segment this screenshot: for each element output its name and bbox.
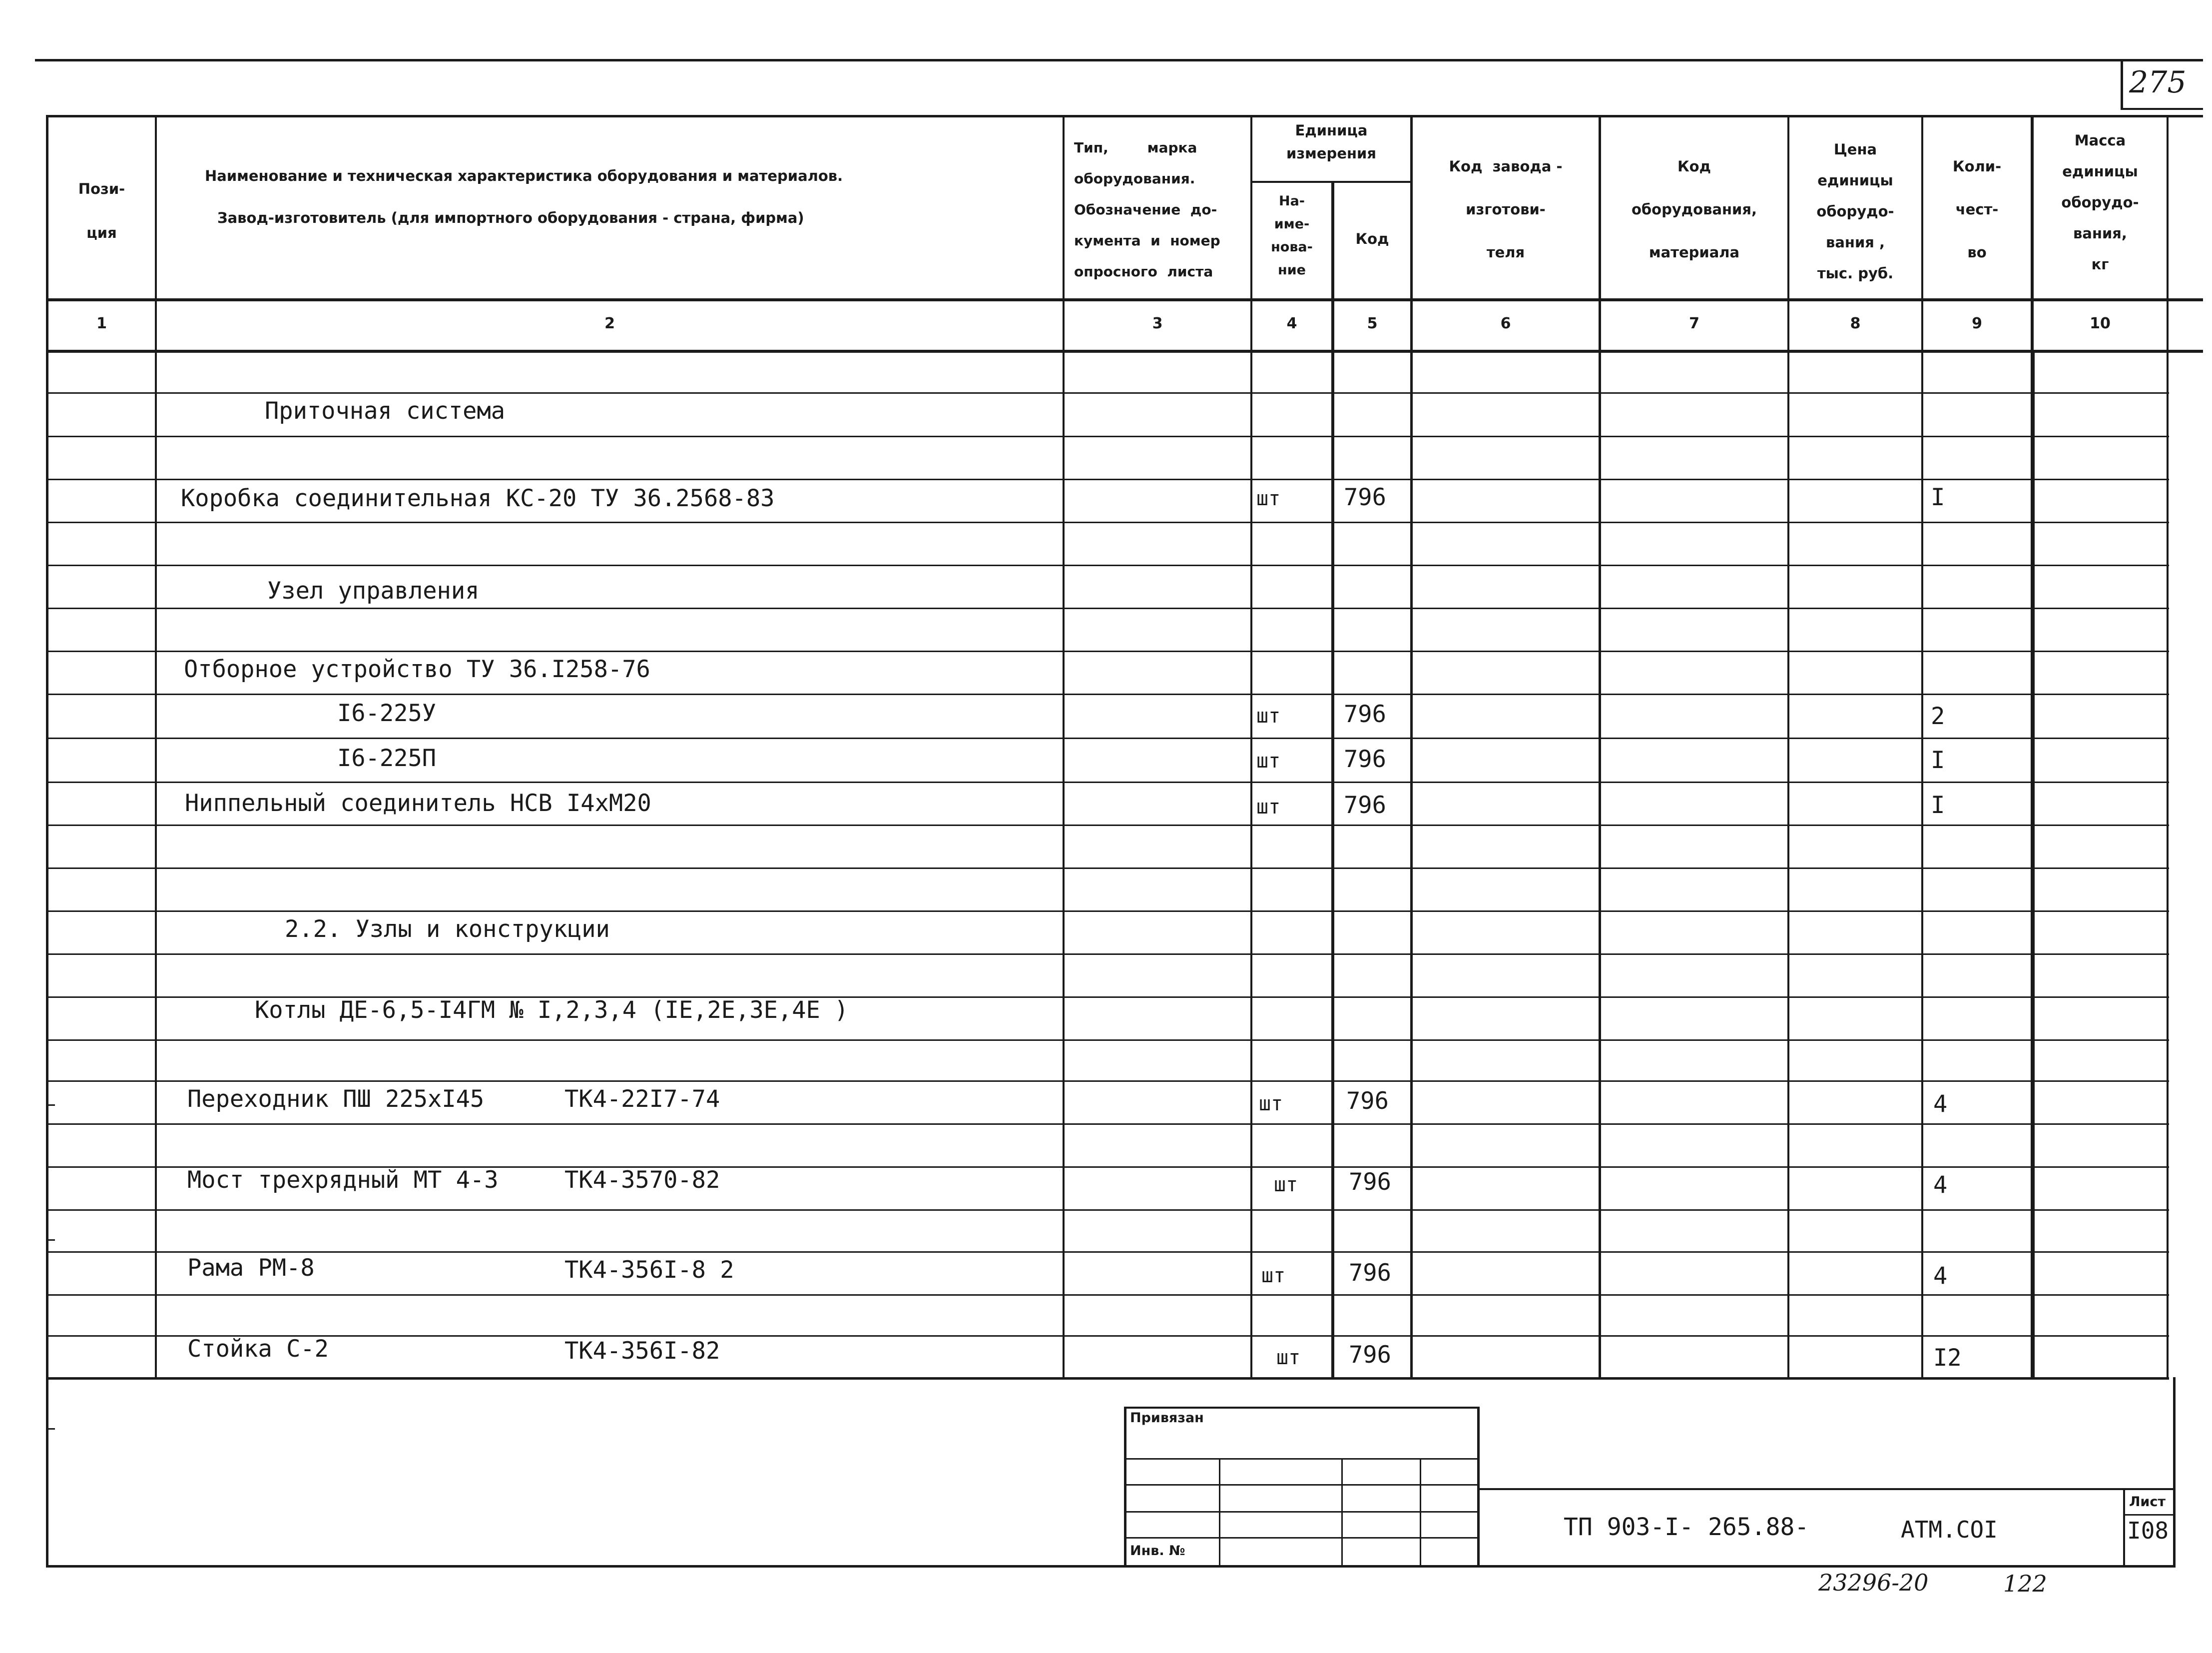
header-col2-line2: Завод-изготовитель (для импортного оборудования - страна, фирма) xyxy=(217,209,804,226)
header-col10-line5: кг xyxy=(2091,256,2109,273)
header-col9-line3: во xyxy=(1967,244,1987,261)
row-code: 796 xyxy=(1344,792,1386,819)
row-unit: шт xyxy=(1256,796,1281,819)
header-col10-line1: Масса xyxy=(2074,132,2126,149)
row-name: I6-225У xyxy=(337,700,437,727)
row-name: Приточная система xyxy=(265,397,506,425)
header-col8 xyxy=(1789,134,1921,289)
table-row xyxy=(255,996,848,1024)
row-name: I6-225П xyxy=(337,745,437,772)
header-col4-line2: име- xyxy=(1274,216,1310,232)
header-col3 xyxy=(1074,132,1244,287)
header-col6-line3: теля xyxy=(1486,244,1525,261)
row-unit: шт xyxy=(1261,1264,1286,1287)
header-col8-line5: тыс. руб. xyxy=(1817,265,1894,282)
header-col7-line2: оборудования, xyxy=(1631,201,1757,218)
header-col10-line4: вания, xyxy=(2073,225,2127,242)
header-col4-line3: нова- xyxy=(1271,239,1313,255)
row-doc: ТК4-356I-82 xyxy=(564,1337,720,1365)
header-col6-line1: Код завода - xyxy=(1449,158,1563,175)
header-col7 xyxy=(1601,145,1787,274)
row-doc: ТК4-22I7-74 xyxy=(564,1085,720,1113)
table-row xyxy=(267,577,479,605)
header-col3-line2: оборудования. xyxy=(1074,170,1195,187)
extra-number: 122 xyxy=(2003,1570,2047,1597)
header-col8-line2: единицы xyxy=(1817,172,1893,189)
row-qty: 4 xyxy=(1933,1090,1948,1118)
row-unit: шт xyxy=(1259,1092,1283,1115)
inv-no-label: Инв. № xyxy=(1130,1543,1185,1559)
table-row xyxy=(185,790,651,817)
colnum-1: 1 xyxy=(96,315,107,332)
row-qty: 4 xyxy=(1933,1262,1948,1290)
colnum-8: 8 xyxy=(1850,315,1861,332)
document-code: АТМ.СОI xyxy=(1901,1516,1998,1543)
designation: ТП 903-I- 265.88- xyxy=(1564,1513,1809,1541)
row-unit: шт xyxy=(1256,750,1281,773)
row-unit: шт xyxy=(1274,1173,1298,1196)
table-row xyxy=(337,700,436,727)
header-col10-line3: оборудо- xyxy=(2061,194,2139,211)
row-code: 796 xyxy=(1349,1341,1391,1369)
row-code: 796 xyxy=(1344,484,1386,511)
row-name: Переходник ПШ 225хI45 xyxy=(187,1085,485,1113)
colnum-9: 9 xyxy=(1972,315,1982,332)
colnum-3: 3 xyxy=(1152,315,1163,332)
header-col10 xyxy=(2034,125,2167,280)
row-qty: I2 xyxy=(1933,1344,1962,1372)
header-col8-line1: Цена xyxy=(1833,141,1877,158)
table-row xyxy=(187,1085,484,1113)
colnum-4: 4 xyxy=(1286,315,1297,332)
page-number: 275 xyxy=(2129,65,2187,100)
row-name: Узел управления xyxy=(267,577,480,605)
header-col1-line2: ция xyxy=(86,224,117,241)
row-code: 796 xyxy=(1349,1259,1391,1287)
header-col4-line1: На- xyxy=(1278,193,1305,209)
row-code: 796 xyxy=(1346,1087,1389,1115)
row-name: Котлы ДЕ-6,5-I4ГМ № I,2,3,4 (IЕ,2Е,3Е,4Е ) xyxy=(255,996,849,1024)
header-col6 xyxy=(1413,145,1599,274)
row-name: Рама РМ-8 xyxy=(187,1254,315,1282)
colnum-10: 10 xyxy=(2090,315,2111,332)
colnum-7: 7 xyxy=(1689,315,1699,332)
sheet-number: I08 xyxy=(2127,1517,2169,1544)
header-unit-group xyxy=(1252,119,1410,165)
row-doc: ТК4-356I-8 2 xyxy=(564,1256,734,1284)
header-col9 xyxy=(1923,145,2031,274)
table-row xyxy=(187,1166,499,1194)
row-name: Коробка соединительная КС-20 ТУ 36.2568-83 xyxy=(181,485,775,512)
header-col7-line1: Код xyxy=(1677,158,1711,175)
sheet-label: Лист xyxy=(2129,1494,2166,1510)
row-qty: I xyxy=(1931,484,1945,511)
header-unit-group-line2: измерения xyxy=(1286,145,1376,162)
header-col3-line1: Тип, марка xyxy=(1074,139,1197,156)
table-row xyxy=(181,485,774,512)
row-name: 2.2. Узлы и конструкции xyxy=(285,915,610,943)
header-col2 xyxy=(205,165,1054,229)
table-row xyxy=(285,915,610,943)
header-col3-line3: Обозначение до- xyxy=(1074,201,1217,218)
row-name: Ниппельный соединитель НСВ I4хМ20 xyxy=(185,790,651,817)
header-col1-line1: Пози- xyxy=(78,180,125,197)
header-unit-group-line1: Единица xyxy=(1295,122,1368,139)
row-code: 796 xyxy=(1344,701,1386,728)
header-col5: Код xyxy=(1355,230,1389,247)
privyazan-label: Привязан xyxy=(1130,1410,1204,1426)
table-row xyxy=(265,397,505,425)
colnum-6: 6 xyxy=(1500,315,1511,332)
row-qty: I xyxy=(1931,792,1945,819)
header-col2-line1: Наименование и техническая характеристика оборудования и материалов. xyxy=(205,167,843,184)
row-code: 796 xyxy=(1344,746,1386,773)
table-row xyxy=(187,1254,315,1282)
table-row xyxy=(187,1335,329,1363)
header-col8-line3: оборудо- xyxy=(1816,203,1894,220)
archive-number: 23296-20 xyxy=(1818,1569,1929,1596)
header-col3-line5: опросного листа xyxy=(1074,263,1213,280)
header-col9-line2: чест- xyxy=(1955,201,1999,218)
row-code: 796 xyxy=(1349,1168,1391,1196)
table-row xyxy=(184,656,650,683)
table-row xyxy=(337,745,436,772)
header-col1 xyxy=(48,167,155,255)
header-col6-line2: изготови- xyxy=(1466,201,1546,218)
colnum-5: 5 xyxy=(1367,315,1378,332)
header-col10-line2: единицы xyxy=(2062,163,2138,180)
row-qty: I xyxy=(1931,747,1945,774)
header-col9-line1: Коли- xyxy=(1952,158,2002,175)
header-col4-line4: ние xyxy=(1278,262,1306,278)
row-name: Стойка С-2 xyxy=(187,1335,329,1363)
colnum-2: 2 xyxy=(604,315,615,332)
header-col4 xyxy=(1252,190,1331,282)
row-name: Мост трехрядный МТ 4-3 xyxy=(187,1166,499,1194)
row-qty: 2 xyxy=(1931,703,1945,730)
row-unit: шт xyxy=(1256,705,1281,728)
row-name: Отборное устройство ТУ 36.I258-76 xyxy=(184,656,650,683)
row-unit: шт xyxy=(1276,1346,1301,1369)
header-col8-line4: вания , xyxy=(1825,234,1885,251)
row-doc: ТК4-3570-82 xyxy=(564,1166,720,1194)
row-unit: шт xyxy=(1256,487,1281,510)
header-col3-line4: кумента и номер xyxy=(1074,232,1220,249)
header-col7-line3: материала xyxy=(1649,244,1740,261)
row-qty: 4 xyxy=(1933,1171,1948,1199)
